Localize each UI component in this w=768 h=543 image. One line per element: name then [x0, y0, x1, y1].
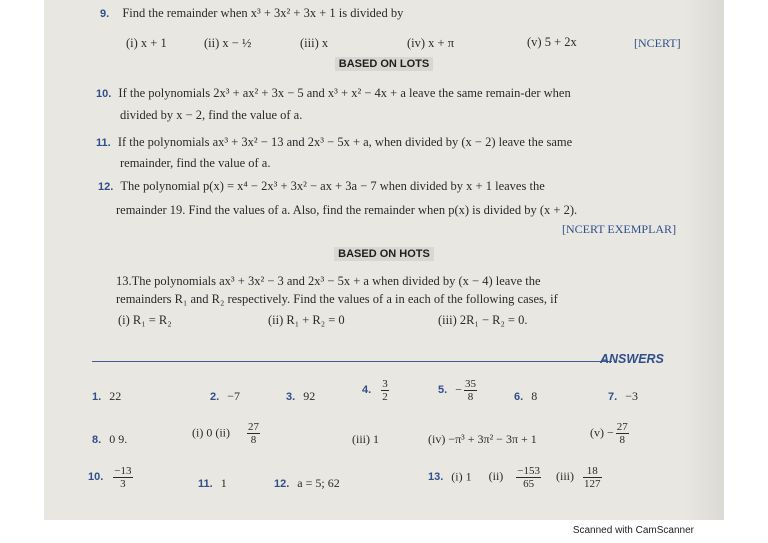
option: (ii) x − ½ [204, 36, 252, 50]
option: (i) x + 1 [126, 36, 167, 50]
fraction: $\frac{35}{8}$ [464, 378, 476, 403]
question-text: The polynomial p(x) = x⁴ − 2x³ + 3x² − ax + 3a − 7 when divided by x + 1 leaves the [120, 179, 545, 193]
fraction: $\frac{-13}{3}$ [114, 465, 132, 490]
section-header-lots: BASED ON LOTS [44, 58, 724, 70]
scanner-watermark: Scanned with CamScanner [572, 525, 694, 536]
textbook-page [44, 0, 724, 520]
page-edge-shadow [684, 0, 724, 520]
ncert-ref: [NCERT] [634, 36, 681, 50]
question-13: 13.The polynomials ax³ + 3x² − 3 and 2x³ − 5x + a when divided by (x − 4) leave the [116, 274, 541, 288]
answer-13: 13. (i) 1 (ii) $\frac{-153}{65}$ (iii) $\frac{18}{127}$ [428, 465, 601, 490]
fraction: $\frac{27}{8}$ [616, 421, 628, 446]
answer-8-9: 8. 0 9. [92, 432, 128, 446]
answer-12: 12. a = 5; 62 [274, 476, 340, 490]
question-number: 9. [100, 8, 110, 20]
option: (v) 5 + 2x [527, 35, 577, 49]
answer-10: 10. $\frac{-13}{3}$ [88, 465, 132, 490]
answer-11: 11. 1 [198, 476, 227, 490]
option: (i) R₁ = R₂ [118, 313, 172, 327]
answer-5: 5. − $\frac{35}{8}$ [438, 378, 476, 403]
fraction: $\frac{-153}{65}$ [517, 465, 541, 490]
answer-4: 4. $\frac{3}{2}$ [362, 378, 388, 403]
question-number: 12. [98, 181, 114, 193]
question-10 [96, 86, 571, 101]
answer-9-iv: (iv) −π³ + 3π² − 3π + 1 [428, 432, 537, 446]
question-text-continued: remainder, find the value of a. [120, 156, 271, 170]
option: (iii) x [300, 36, 329, 50]
question-12 [98, 179, 545, 194]
answer-9-v: (v) − $\frac{27}{8}$ [590, 421, 628, 446]
fraction: $\frac{3}{2}$ [382, 378, 388, 403]
question-text: If the polynomials ax³ + 3x² − 13 and 2x³ − 5x + a, when divided by (x − 2) leave the same [117, 135, 573, 149]
option: (ii) R₁ + R₂ = 0 [268, 313, 345, 327]
section-header-hots: BASED ON HOTS [44, 248, 724, 260]
question-9 [100, 6, 403, 21]
question-text-continued: remainder 19. Find the values of a. Also, find the remainder when p(x) is divided by (x + 2). [116, 203, 578, 217]
fraction: $\frac{27}{8}$ [248, 421, 259, 446]
question-text: Find the remainder when x³ + 3x² + 3x + 1 is divided by [122, 6, 404, 20]
option: (iv) x + π [407, 36, 455, 50]
answer-6: 6. 8 [514, 389, 538, 403]
question-11 [96, 135, 572, 150]
answer-3: 3. 92 [286, 389, 316, 403]
answers-heading: ANSWERS [600, 352, 664, 366]
question-text-continued: remainders R₁ and R₂ respectively. Find the values of a in each of the following cases, if [116, 292, 558, 306]
question-number: 10. [96, 88, 112, 100]
answer-9-iii: (iii) 1 [352, 432, 379, 446]
answer-1: 1. 22 [92, 389, 122, 403]
answer-7: 7. −3 [608, 389, 638, 403]
question-text-continued: divided by x − 2, find the value of a. [120, 108, 303, 122]
answer-9-parts: (i) 0 (ii) $\frac{27}{8}$ [192, 421, 259, 446]
answer-2: 2. −7 [210, 389, 240, 403]
question-text: If the polynomials 2x³ + ax² + 3x − 5 and x³ + x² − 4x + a leave the same remain-der when [118, 86, 571, 100]
option: (iii) 2R₁ − R₂ = 0. [438, 313, 528, 327]
question-number: 11. [96, 137, 111, 149]
fraction: $\frac{18}{127}$ [584, 465, 601, 490]
answers-divider [92, 361, 612, 362]
ncert-exemplar-ref: [NCERT EXEMPLAR] [562, 222, 677, 236]
